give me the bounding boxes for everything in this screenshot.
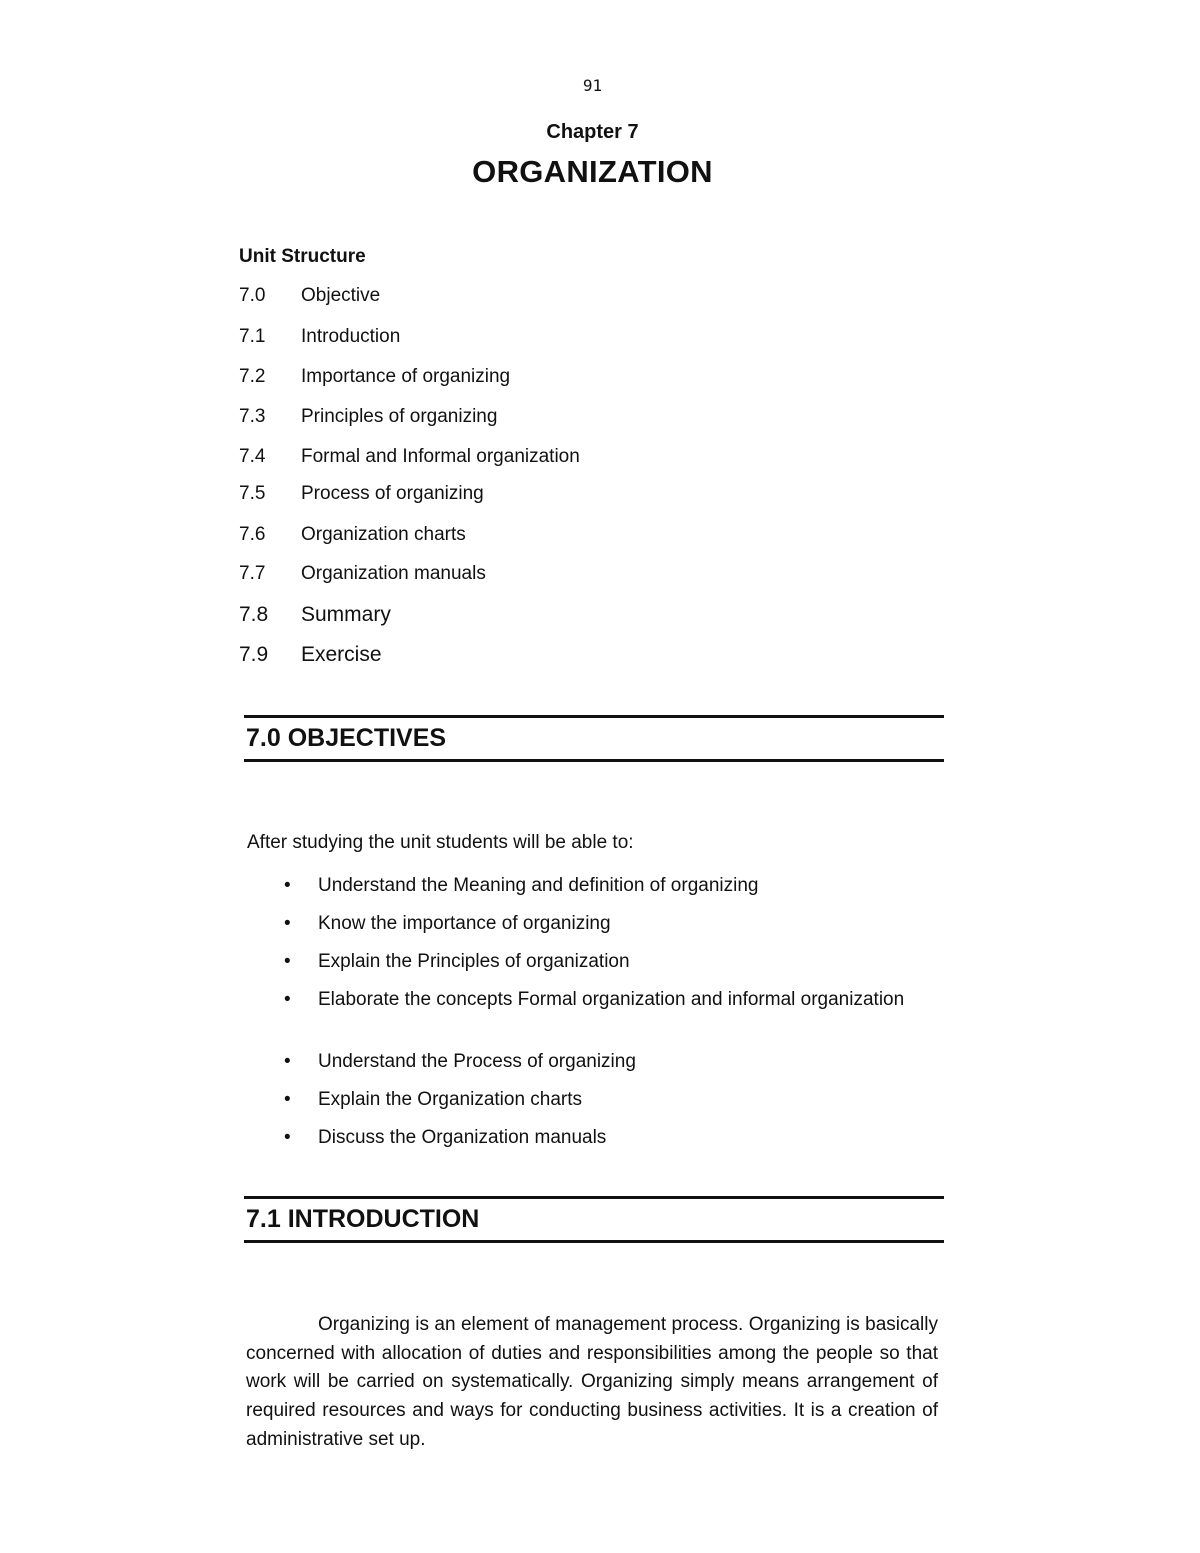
section-rule-top [244, 715, 944, 718]
toc-item-title: Principles of organizing [301, 406, 498, 427]
objective-item [284, 988, 954, 1012]
toc-item-title: Introduction [301, 326, 401, 347]
toc-item-title: Objective [301, 285, 381, 306]
introduction-heading: 7.1 INTRODUCTION [246, 1205, 480, 1233]
toc-item-title: Organization manuals [301, 563, 486, 584]
objective-item [284, 912, 954, 936]
toc-item-number: 7.8 [239, 603, 269, 626]
section-rule-bottom [244, 759, 944, 762]
objective-item [284, 950, 954, 974]
introduction-paragraph: Organizing is an element of management process. Organizing is basically concerned with allocation of duties and responsibilities among the people so that work will be carried on systematically. Organizing simply means arrangement of required resources and ways for conducting business activities. It is a creation of administrative set up. [246, 1314, 938, 1450]
toc-item-number: 7.2 [239, 366, 266, 387]
toc-item-number: 7.5 [239, 483, 266, 504]
toc-item-title: Importance of organizing [301, 366, 511, 387]
bullet-icon: • [284, 913, 291, 934]
bullet-icon: • [284, 1051, 291, 1072]
toc-item [239, 326, 400, 350]
bullet-icon: • [284, 875, 291, 896]
objective-text: Understand the Meaning and definition of organizing [318, 875, 759, 896]
toc-item [239, 285, 380, 309]
objective-text: Explain the Organization charts [318, 1089, 583, 1110]
toc-item-number: 7.9 [239, 643, 269, 666]
objective-text: Discuss the Organization manuals [318, 1127, 607, 1148]
toc-item-number: 7.0 [239, 285, 266, 306]
objective-item [284, 1088, 954, 1112]
toc-item [239, 524, 466, 548]
toc-item-number: 7.3 [239, 406, 266, 427]
toc-item [239, 446, 580, 470]
section-rule-bottom [244, 1240, 944, 1243]
chapter-title: ORGANIZATION [472, 154, 713, 189]
objective-text: Know the importance of organizing [318, 913, 611, 934]
objective-item [284, 874, 954, 898]
toc-item-number: 7.7 [239, 563, 266, 584]
bullet-icon: • [284, 1127, 291, 1148]
toc-item-number: 7.4 [239, 446, 266, 467]
toc-item-title: Exercise [301, 643, 382, 666]
toc-item [239, 563, 486, 587]
objective-text: Elaborate the concepts Formal organization and informal organization [318, 989, 905, 1010]
objective-text: Explain the Principles of organization [318, 951, 630, 972]
bullet-icon: • [284, 1089, 291, 1110]
chapter-label: Chapter 7 [546, 121, 639, 143]
toc-item-title: Formal and Informal organization [301, 446, 580, 467]
toc-item [239, 366, 510, 390]
toc-item-number: 7.1 [239, 326, 266, 347]
bullet-icon: • [284, 951, 291, 972]
toc-item [239, 406, 497, 430]
unit-structure-heading: Unit Structure [239, 246, 366, 267]
toc-item [239, 643, 382, 667]
objectives-heading: 7.0 OBJECTIVES [246, 724, 447, 752]
bullet-icon: • [284, 989, 291, 1010]
objectives-intro: After studying the unit students will be able to: [247, 832, 634, 853]
toc-item-title: Process of organizing [301, 483, 484, 504]
toc-item-title: Organization charts [301, 524, 466, 545]
objective-item [284, 1050, 954, 1074]
toc-item-number: 7.6 [239, 524, 266, 545]
objective-item [284, 1126, 954, 1150]
toc-item [239, 603, 391, 627]
objective-text: Understand the Process of organizing [318, 1051, 636, 1072]
toc-item [239, 483, 484, 507]
page-number: 91 [582, 76, 603, 95]
toc-item-title: Summary [301, 603, 391, 626]
section-rule-top [244, 1196, 944, 1199]
